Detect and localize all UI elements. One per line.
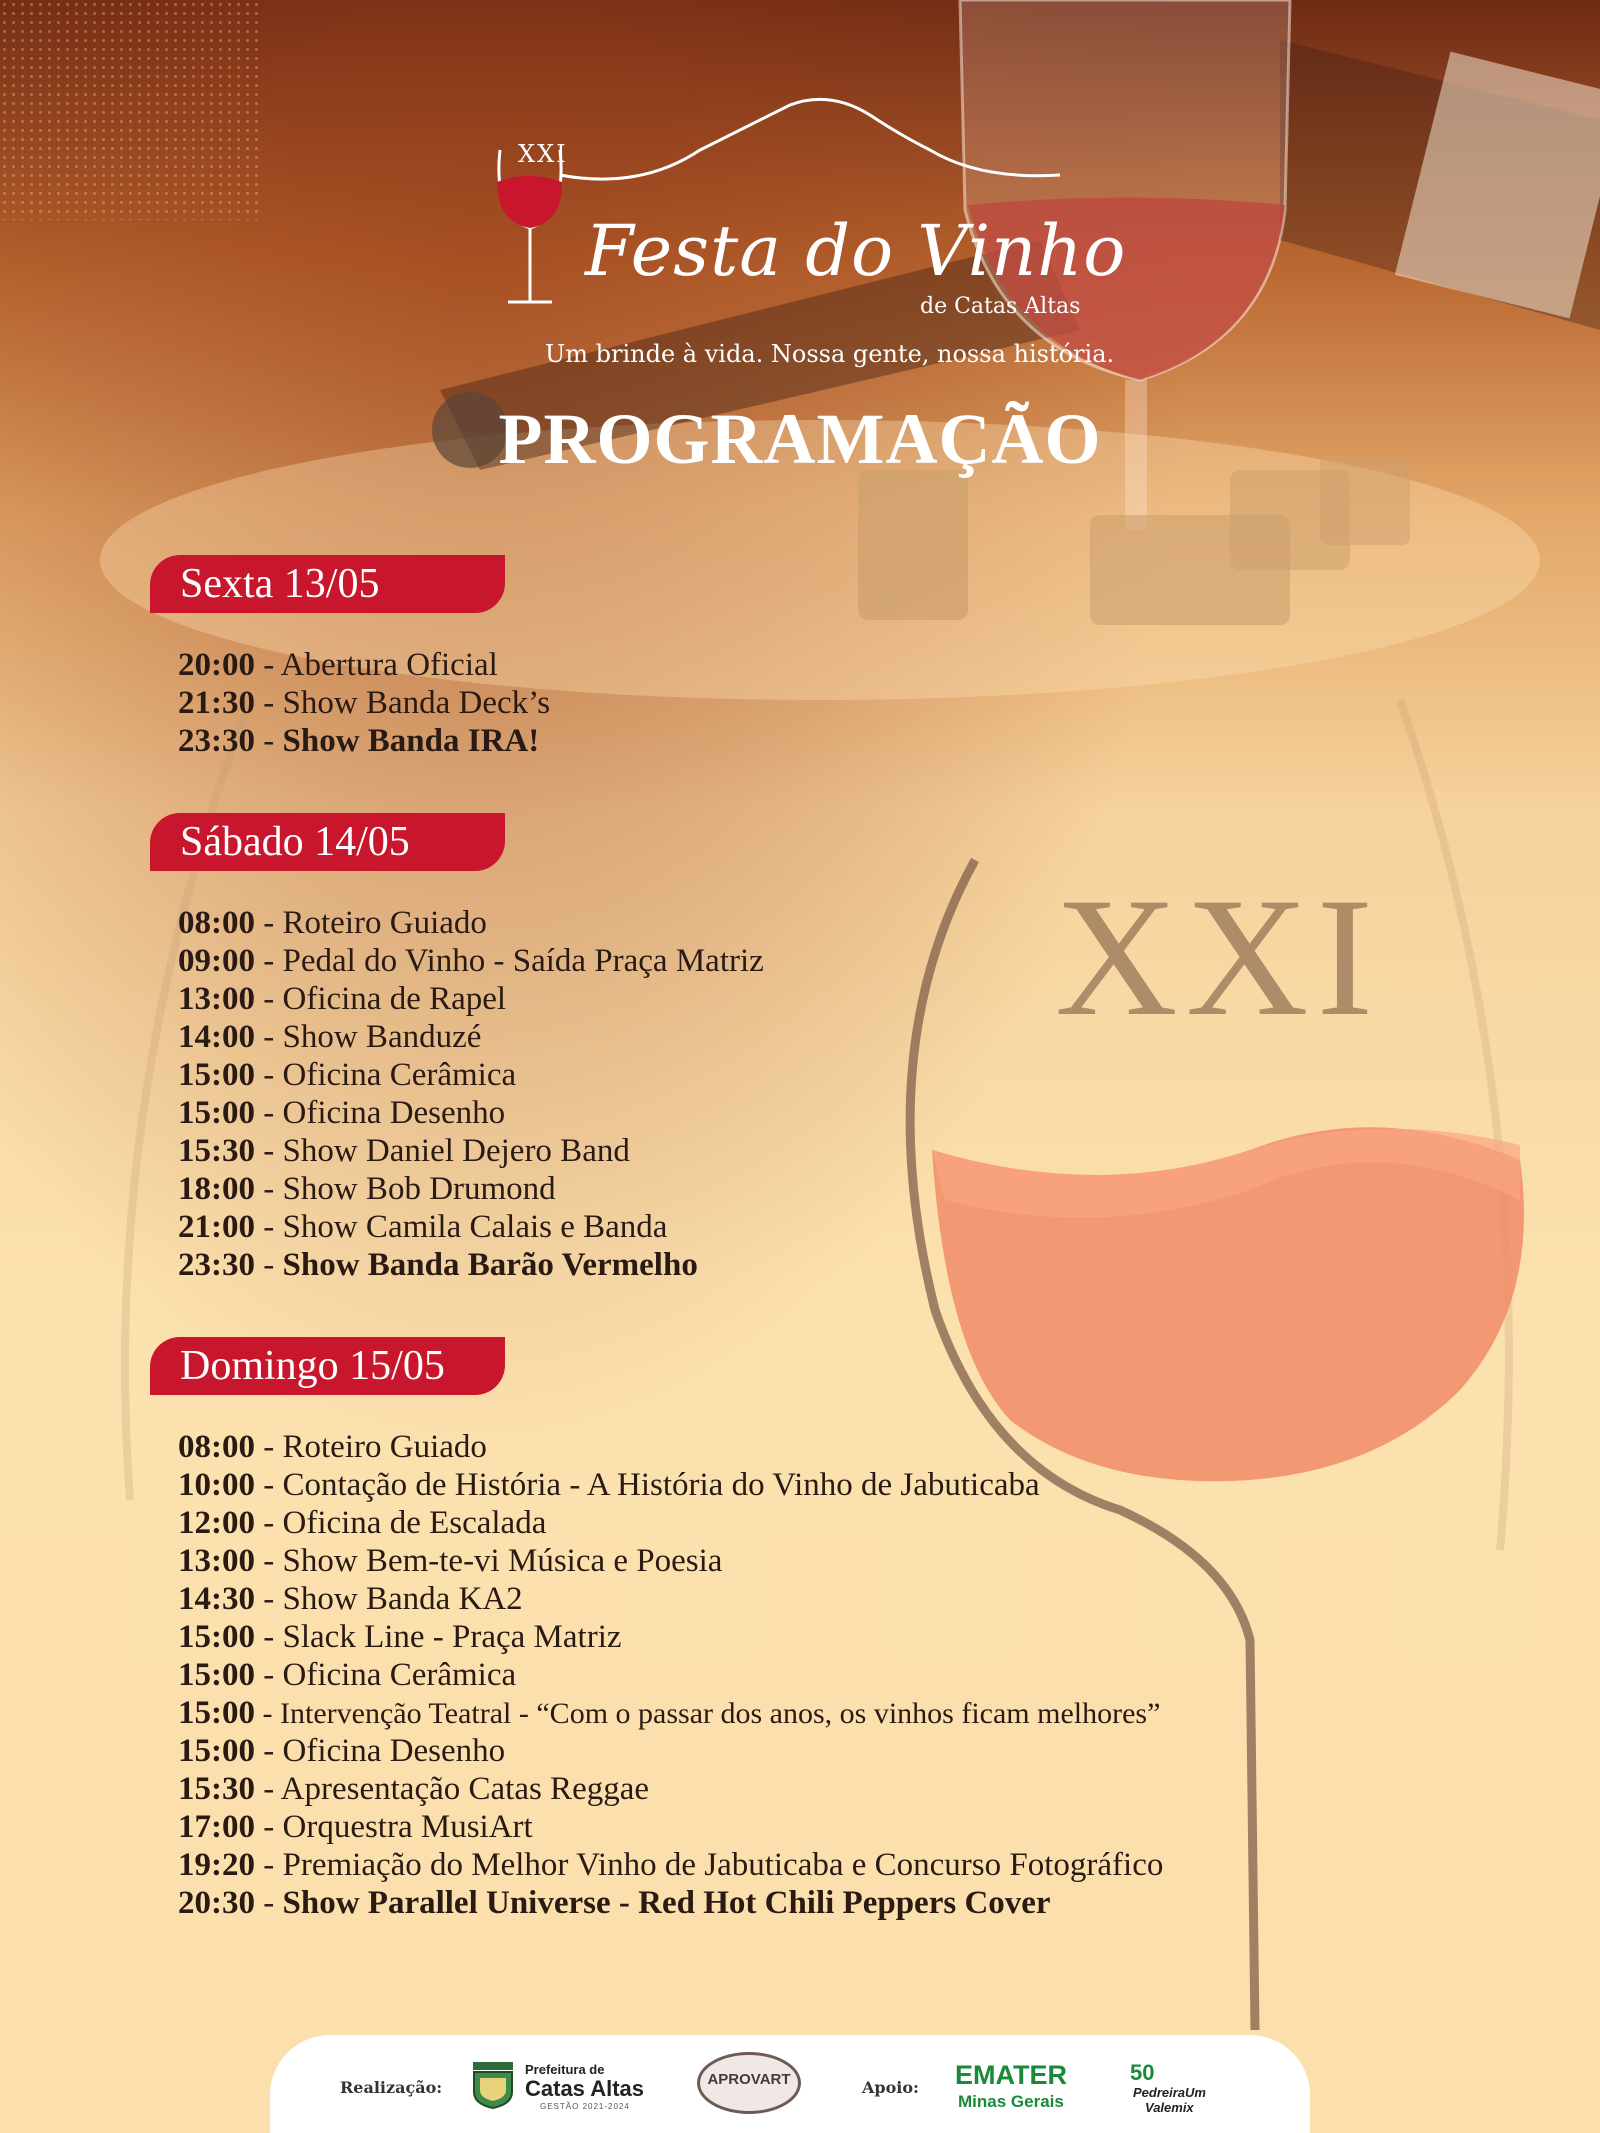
emater-logo-line1: EMATER (955, 2060, 1067, 2090)
apoio-label: Apoio: (862, 2078, 919, 2097)
event-time: 15:00 (178, 1619, 255, 1655)
event-separator: - (255, 1467, 283, 1503)
event-item (178, 1094, 764, 1132)
event-time: 13:00 (178, 1543, 255, 1579)
event-item (178, 1208, 764, 1246)
event-item-highlight (178, 722, 550, 760)
event-time: 23:30 (178, 1247, 255, 1283)
cork-1 (858, 470, 968, 620)
prefeitura-line2: Catas Altas (525, 2076, 645, 2101)
event-separator: - (255, 1247, 283, 1283)
event-title: Abertura Oficial (280, 647, 498, 683)
event-separator: - (255, 1209, 283, 1245)
pedreira-logo-line2: PedreiraUm (1133, 2085, 1206, 2100)
event-time: 14:30 (178, 1581, 255, 1617)
prefeitura-line3: GESTÃO 2021-2024 (540, 2102, 630, 2111)
event-list-sabado (178, 904, 764, 1284)
day-badge-domingo: Domingo 15/05 (150, 1337, 505, 1395)
event-separator: - (255, 981, 283, 1017)
event-title: Show Bem-te-vi Música e Poesia (282, 1543, 723, 1579)
event-time: 20:00 (178, 647, 255, 683)
event-item-highlight (178, 1884, 1163, 1922)
emater-logo-line2: Minas Gerais (958, 2092, 1064, 2111)
logo-edition: XXI (518, 140, 568, 168)
event-item (178, 1542, 1163, 1580)
event-separator: - (255, 1581, 283, 1617)
event-item (178, 1056, 764, 1094)
event-separator: - (255, 1697, 280, 1730)
event-time: 19:20 (178, 1847, 255, 1883)
event-separator: - (255, 1657, 283, 1693)
event-item (178, 1018, 764, 1056)
tagline: Um brinde à vida. Nossa gente, nossa história. (545, 340, 1115, 368)
event-item (178, 980, 764, 1018)
event-title: Oficina Desenho (282, 1733, 506, 1769)
event-title: Oficina Cerâmica (282, 1657, 517, 1693)
event-separator: - (255, 1171, 283, 1207)
event-item (178, 1732, 1163, 1770)
event-time: 15:00 (178, 1657, 255, 1693)
event-time: 10:00 (178, 1467, 255, 1503)
event-separator: - (255, 1847, 283, 1883)
logo-location: de Catas Altas (920, 294, 1081, 319)
event-item (178, 1656, 1163, 1694)
event-item (178, 1846, 1163, 1884)
event-separator: - (255, 1885, 283, 1921)
event-time: 08:00 (178, 905, 255, 941)
event-title: Show Banda KA2 (282, 1581, 523, 1617)
event-title: Premiação do Melhor Vinho de Jabuticaba e Concurso Fotográfico (282, 1847, 1164, 1883)
event-time: 15:00 (178, 1695, 255, 1731)
prefeitura-line1: Prefeitura de (525, 2062, 605, 2077)
event-item-highlight (178, 1246, 764, 1284)
event-time: 12:00 (178, 1505, 255, 1541)
event-time: 14:00 (178, 1019, 255, 1055)
event-title: Show Parallel Universe - Red Hot Chili Peppers Cover (282, 1885, 1051, 1921)
event-separator: - (255, 1505, 283, 1541)
pedreira-logo-line1: 50 (1130, 2060, 1155, 2085)
event-item (178, 942, 764, 980)
event-item (178, 1808, 1163, 1846)
event-item (178, 1132, 764, 1170)
event-time: 23:30 (178, 723, 255, 759)
event-time: 15:00 (178, 1733, 255, 1769)
event-item (178, 1580, 1163, 1618)
event-separator: - (255, 647, 281, 683)
logo-festival-name: Festa do Vinho (585, 210, 1127, 292)
event-title: Oficina Cerâmica (282, 1057, 517, 1093)
event-time: 18:00 (178, 1171, 255, 1207)
realizacao-label: Realização: (340, 2078, 443, 2097)
pedreira-logo-line3: Valemix (1145, 2100, 1194, 2115)
event-separator: - (255, 685, 283, 721)
event-title: Show Banda Deck’s (282, 685, 551, 721)
event-separator: - (255, 905, 283, 941)
event-separator: - (255, 1133, 283, 1169)
event-title: Show Banda IRA! (282, 723, 540, 759)
event-time: 21:30 (178, 685, 255, 721)
day-badge-sabado: Sábado 14/05 (150, 813, 505, 871)
event-time: 15:00 (178, 1057, 255, 1093)
event-time: 15:30 (178, 1133, 255, 1169)
event-title: Pedal do Vinho - Saída Praça Matriz (282, 943, 764, 979)
event-title: Show Banda Barão Vermelho (282, 1247, 698, 1283)
event-separator: - (255, 943, 283, 979)
event-title: Oficina de Escalada (282, 1505, 547, 1541)
event-title: Show Daniel Dejero Band (282, 1133, 630, 1169)
event-item (178, 1504, 1163, 1542)
event-list-sexta (178, 646, 550, 760)
event-time: 21:00 (178, 1209, 255, 1245)
event-item (178, 1618, 1163, 1656)
event-time: 08:00 (178, 1429, 255, 1465)
event-separator: - (255, 1771, 281, 1807)
event-item (178, 1428, 1163, 1466)
event-item (178, 684, 550, 722)
event-separator: - (255, 1733, 283, 1769)
day-badge-sexta: Sexta 13/05 (150, 555, 505, 613)
program-title: PROGRAMAÇÃO (498, 399, 1102, 479)
event-title: Show Camila Calais e Banda (282, 1209, 668, 1245)
event-title: Contação de História - A História do Vinho de Jabuticaba (282, 1467, 1040, 1503)
event-time: 15:30 (178, 1771, 255, 1807)
event-separator: - (255, 723, 283, 759)
event-title: Apresentação Catas Reggae (280, 1771, 650, 1807)
event-title: Orquestra MusiArt (282, 1809, 533, 1845)
event-separator: - (255, 1809, 283, 1845)
event-title: Show Bob Drumond (282, 1171, 556, 1207)
event-item (178, 646, 550, 684)
event-separator: - (255, 1429, 283, 1465)
event-time: 15:00 (178, 1095, 255, 1131)
event-title: Oficina de Rapel (282, 981, 507, 1017)
event-title: Oficina Desenho (282, 1095, 506, 1131)
edition-watermark: XXI (1055, 863, 1382, 1051)
event-time: 13:00 (178, 981, 255, 1017)
event-title: Show Banduzé (282, 1019, 482, 1055)
event-item (178, 1466, 1163, 1504)
event-separator: - (255, 1019, 283, 1055)
event-item (178, 1170, 764, 1208)
catas-altas-crest-icon (468, 2058, 518, 2110)
event-time: 20:30 (178, 1885, 255, 1921)
event-time: 09:00 (178, 943, 255, 979)
event-title: Roteiro Guiado (282, 1429, 487, 1465)
event-separator: - (255, 1095, 283, 1131)
event-list-domingo (178, 1428, 1163, 1922)
event-title: Intervenção Teatral - “Com o passar dos anos, os vinhos ficam melhores” (280, 1697, 1161, 1730)
event-item (178, 1694, 1163, 1732)
event-title: Roteiro Guiado (282, 905, 487, 941)
aprovart-label: APROVART (707, 2071, 791, 2088)
event-separator: - (255, 1619, 283, 1655)
event-separator: - (255, 1057, 283, 1093)
event-title: Slack Line - Praça Matriz (282, 1619, 622, 1655)
event-separator: - (255, 1543, 283, 1579)
event-item (178, 904, 764, 942)
event-time: 17:00 (178, 1809, 255, 1845)
event-item (178, 1770, 1163, 1808)
